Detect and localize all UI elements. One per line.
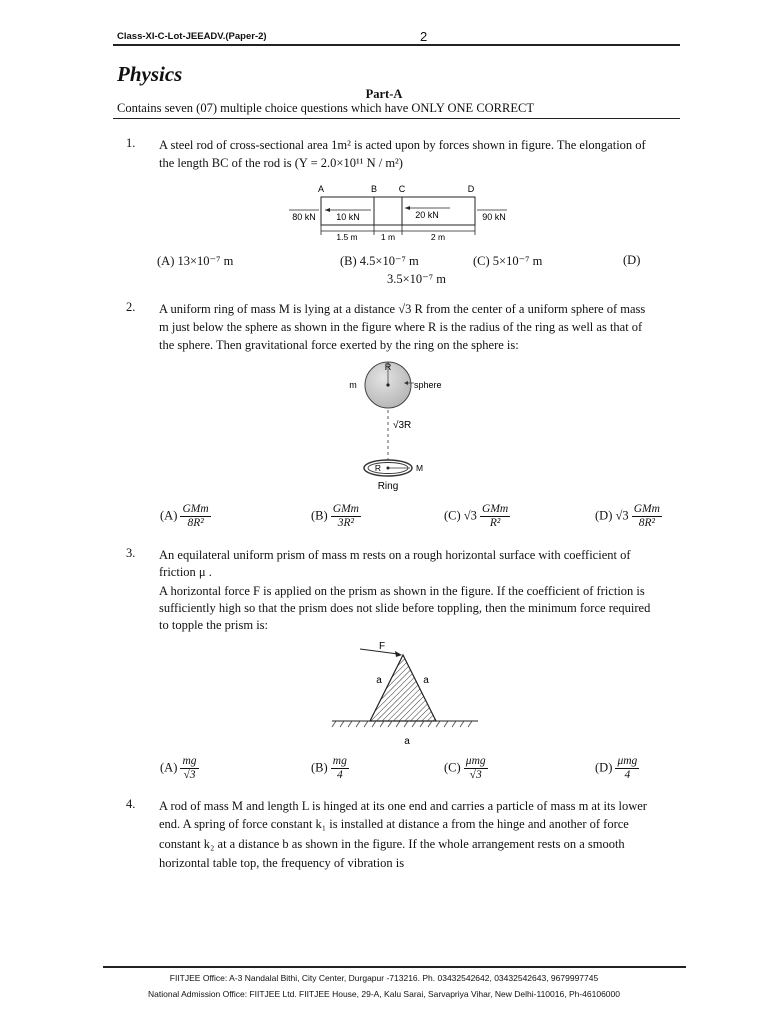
section-instruction: Contains seven (07) multiple choice questions which have ONLY ONE CORRECT: [117, 101, 534, 115]
footer-admission-address: National Admission Office: FIITJEE Ltd. FIITJEE House, 29-A, Kalu Sarai, Sarvapriya Vihar, New Delhi-110016, Ph-46106000: [148, 989, 620, 999]
question-2-text-line1: A uniform ring of mass M is lying at a distance √3 R from the center of a uniform sphere of mass: [159, 302, 646, 316]
question-2-option-d[interactable]: [595, 503, 662, 530]
question-4-number: 4.: [126, 797, 136, 811]
question-2-option-c-fraction: $\frac{\text{GMm}}{\text{R²}}$: [482, 503, 509, 529]
question-1-rod-figure: [285, 180, 510, 245]
question-3-option-d-label: (D): [595, 760, 613, 775]
subject-title: Physics: [117, 62, 183, 86]
length-1m-label: 1 m: [380, 232, 396, 242]
question-2-option-b-fraction: $\frac{\text{GMm}}{\text{3R²}}$: [332, 503, 359, 529]
force-10kn-label: 10 kN: [336, 212, 360, 222]
question-2-text-line3: the sphere. Then gravitational force exerted by the ring on the sphere is:: [159, 338, 519, 352]
question-3-text-line4: sufficiently high so that the prism does not slide before toppling, then the minimum force required: [159, 601, 651, 615]
force-20kn-label: 20 kN: [415, 210, 439, 220]
question-1-number: 1.: [126, 136, 136, 150]
question-3-option-c-label: (C): [444, 760, 461, 775]
sphere-label: sphere: [414, 380, 442, 390]
question-3-text-line1: An equilateral uniform prism of mass m rests on a rough horizontal surface with coefficient of: [159, 548, 631, 562]
question-1-text-line1: A steel rod of cross-sectional area 1m² is acted upon by forces shown in figure. The elongation of: [159, 138, 646, 152]
question-3-text-line2: friction μ .: [159, 565, 212, 579]
question-2-option-d-label: (D): [595, 508, 613, 523]
ring-mass-label: M: [416, 463, 424, 473]
page-number: 2: [420, 29, 428, 44]
question-4-text-line3: constant k₂ at a distance b as shown in the figure. If the whole arrangement rests on a smooth: [159, 837, 625, 851]
question-2-option-c-prefix: √3: [463, 508, 477, 523]
force-90kn-label: 90 kN: [482, 212, 506, 222]
question-1-text-line2: the length BC of the rod is (Y = 2.0×10¹¹ N / m²): [159, 156, 403, 170]
question-4-text-line1: A rod of mass M and length L is hinged at its one end and carries a particle of mass m at its lower: [159, 799, 647, 813]
question-1-option-d[interactable]: (D): [623, 253, 641, 267]
question-2-text-line2: m just below the sphere as shown in the figure where R is the radius of the ring as well as that of: [159, 320, 643, 334]
ring-radius-label: R: [374, 463, 382, 473]
question-1-option-a[interactable]: (A) 13×10⁻⁷ m: [157, 254, 234, 268]
question-2-option-a-label: (A): [160, 508, 178, 523]
question-2-option-c-label: (C): [444, 508, 461, 523]
question-1-option-b[interactable]: (B) 4.5×10⁻⁷ m: [340, 254, 419, 268]
question-1-option-d-value: 3.5×10⁻⁷ m: [387, 272, 446, 286]
question-3-text-line5: to topple the prism is:: [159, 618, 269, 632]
question-3-option-b[interactable]: [311, 755, 349, 782]
force-f-label: F: [378, 641, 386, 652]
question-2-option-b-label: (B): [311, 508, 328, 523]
instruction-divider: [113, 118, 680, 119]
sphere-radius-label: R: [384, 362, 392, 372]
point-c-label: C: [398, 184, 406, 194]
point-a-label: A: [317, 184, 325, 194]
question-1-option-c[interactable]: (C) 5×10⁻⁷ m: [473, 254, 543, 268]
length-1-5m-label: 1.5 m: [336, 232, 358, 242]
right-side-label: a: [423, 675, 429, 686]
part-heading: Part-A: [365, 87, 403, 101]
ring-label: Ring: [377, 481, 399, 492]
question-3-option-d[interactable]: [595, 755, 639, 782]
question-4-text-line4: horizontal table top, the frequency of vibration is: [159, 856, 405, 870]
header-divider: [113, 44, 680, 46]
question-2-option-d-prefix: √3: [615, 508, 629, 523]
question-2-option-a[interactable]: [160, 503, 211, 530]
question-3-option-d-fraction: $\frac{\text{μmg}}{4}$: [617, 755, 638, 781]
question-3-prism-figure: [330, 637, 480, 749]
question-3-option-b-fraction: $\frac{mg}{4}$: [332, 755, 347, 781]
point-b-label: B: [370, 184, 378, 194]
question-3-option-b-label: (B): [311, 760, 328, 775]
question-3-option-a[interactable]: [160, 755, 199, 782]
left-side-label: a: [376, 675, 382, 686]
question-2-option-b[interactable]: [311, 503, 361, 530]
question-2-number: 2.: [126, 300, 136, 314]
footer-office-address: FIITJEE Office: A-3 Nandalal Bithi, City Center, Durgapur -713216. Ph. 03432542642, 03432542643, 9679997745: [169, 973, 599, 983]
question-3-option-c[interactable]: [444, 755, 488, 782]
question-2-ring-sphere-figure: [340, 358, 460, 493]
question-3-number: 3.: [126, 546, 136, 560]
distance-label: √3R: [393, 420, 412, 431]
question-3-option-a-fraction: $\frac{mg}{√3}$: [182, 755, 197, 781]
question-3-text-line3: A horizontal force F is applied on the prism as shown in the figure. If the coefficient of friction is: [159, 584, 645, 598]
question-3-option-a-label: (A): [160, 760, 178, 775]
question-4-text-line2: end. A spring of force constant k₁ is installed at distance a from the hinge and another of force: [159, 817, 629, 831]
footer-divider: [103, 966, 686, 968]
base-label: a: [404, 736, 410, 747]
point-d-label: D: [467, 184, 475, 194]
force-80kn-label: 80 kN: [292, 212, 316, 222]
question-2-option-d-fraction: $\frac{\text{GMm}}{\text{8R²}}$: [633, 503, 660, 529]
question-2-option-a-fraction: $\frac{\text{GMm}}{\text{8R²}}$: [182, 503, 209, 529]
question-2-option-c[interactable]: [444, 503, 510, 530]
question-3-option-c-fraction: $\frac{\text{μmg}}{√3}$: [465, 755, 486, 781]
header-class-label: Class-XI-C-Lot-JEEADV.(Paper-2): [117, 31, 267, 42]
sphere-mass-label: m: [349, 380, 357, 390]
length-2m-label: 2 m: [430, 232, 446, 242]
